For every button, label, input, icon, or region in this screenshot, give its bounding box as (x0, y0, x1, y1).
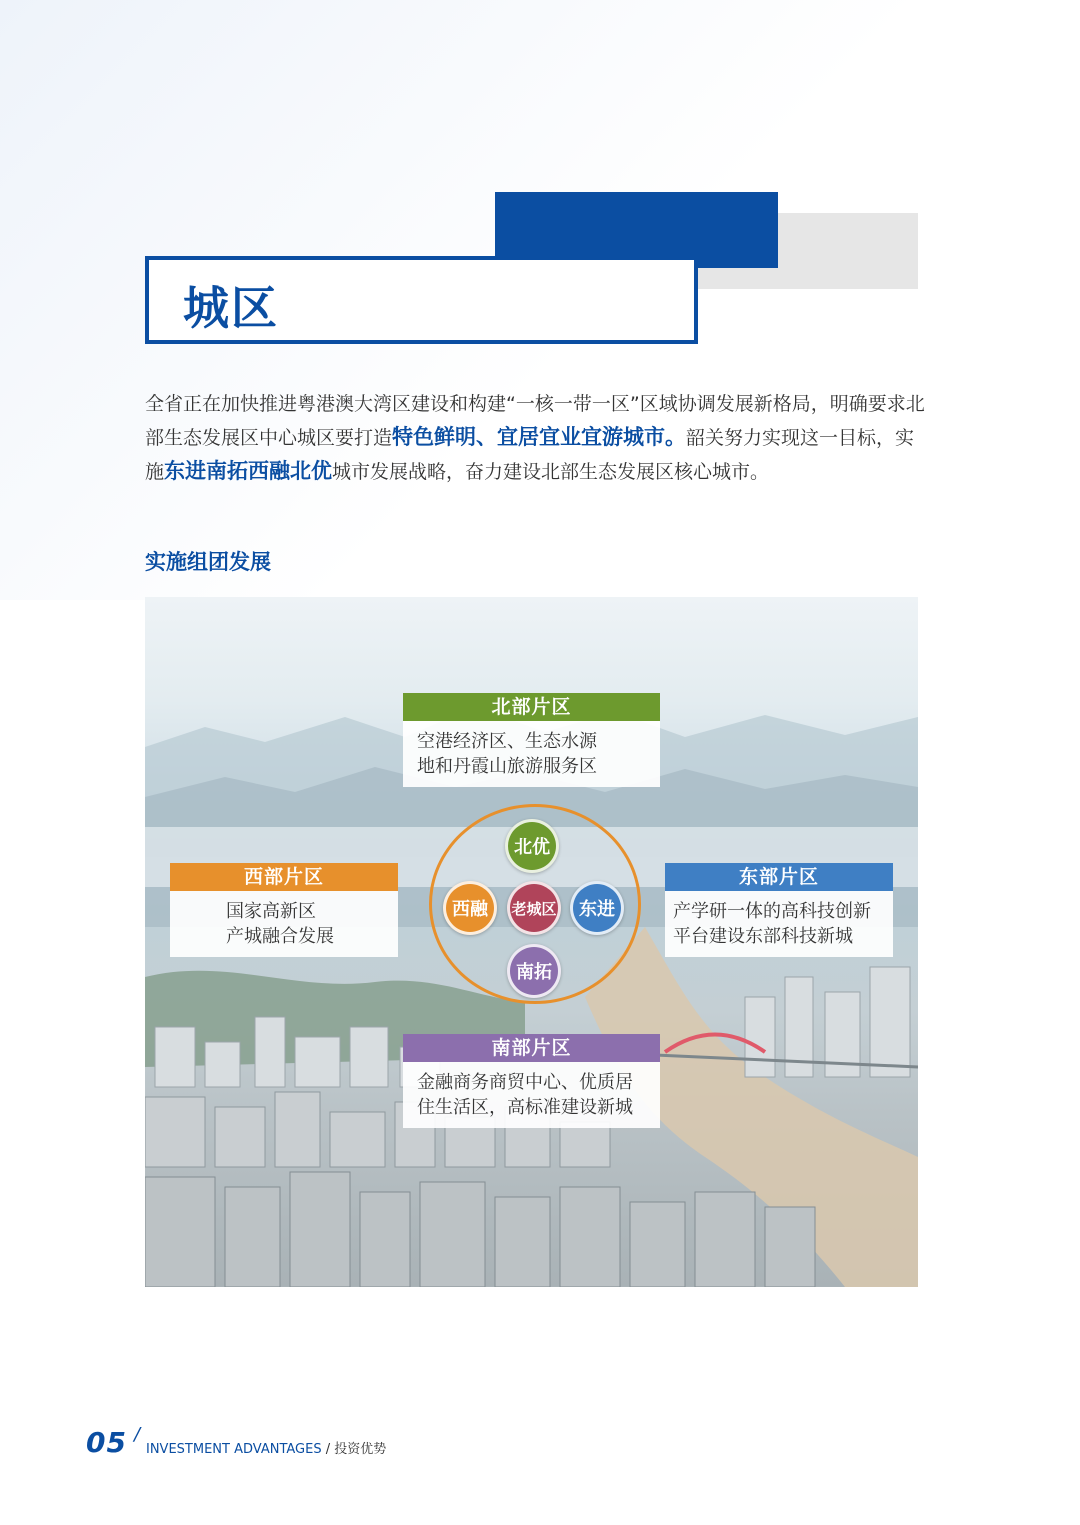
section-heading: 实施组团发展 (145, 550, 271, 574)
footer-section-cn: 投资优势 (334, 1442, 387, 1457)
north-district-title: 北部片区 (403, 693, 660, 721)
west-district-card (170, 863, 398, 957)
south-district-title: 南部片区 (403, 1034, 660, 1062)
intro-text-3: 城市发展战略，奋力建设北部生态发展区核心城市。 (332, 461, 770, 483)
node-north: 北优 (505, 819, 559, 873)
city-illustration (145, 597, 918, 1287)
west-district-desc: 国家高新区 产城融合发展 (226, 901, 334, 947)
intro-text-2: 韶关努力实现这一目标，实施 (145, 427, 915, 483)
node-east: 东进 (570, 881, 624, 935)
node-center: 老城区 (507, 881, 561, 935)
page-number: 05 (86, 1426, 127, 1459)
intro-text-1: 全省正在加快推进粤港澳大湾区建设和构建“一核一带一区”区域协调发展新格局，明确要求北部生态发展区中心城区要打造 (145, 393, 925, 449)
footer-section (146, 1438, 386, 1457)
node-west: 西融 (443, 881, 497, 935)
north-district-desc: 空港经济区、生态水源 地和丹霞山旅游服务区 (417, 731, 597, 777)
south-district-card (403, 1034, 660, 1128)
east-district-card (665, 863, 893, 957)
title-frame (145, 256, 698, 344)
footer-separator: / (321, 1442, 335, 1457)
intro-highlight-1: 特色鲜明、宜居宜业宜游城市。 (392, 425, 687, 449)
east-district-title: 东部片区 (665, 863, 893, 891)
intro-paragraph (145, 388, 925, 489)
footer-section-en: INVESTMENT ADVANTAGES (146, 1442, 322, 1457)
east-district-desc: 产学研一体的高科技创新 平台建设东部科技新城 (673, 901, 871, 947)
intro-highlight-2: 东进南拓西融北优 (164, 459, 333, 483)
west-district-title: 西部片区 (170, 863, 398, 891)
page-title: 城区 (183, 281, 279, 335)
south-district-desc: 金融商务商贸中心、优质居 住生活区，高标准建设新城 (417, 1072, 633, 1118)
north-district-card (403, 693, 660, 787)
footer-slash-mark: / (134, 1424, 141, 1445)
node-south: 南拓 (507, 944, 561, 998)
